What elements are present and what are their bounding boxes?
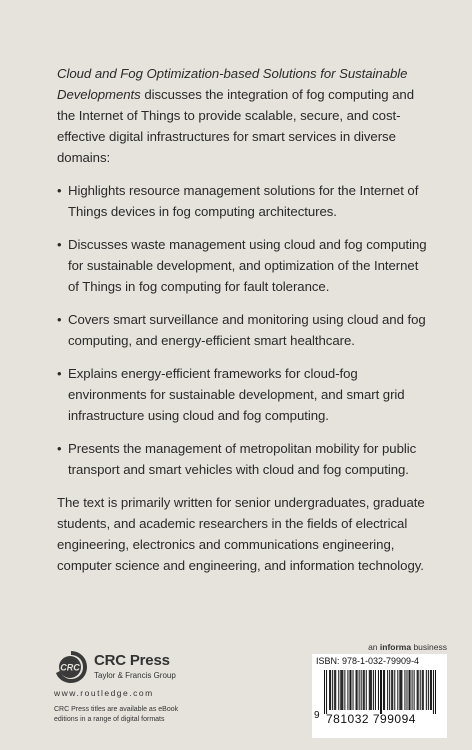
bullet-icon: • xyxy=(57,237,62,252)
barcode-bar xyxy=(381,670,382,714)
barcode-digit-left: 9 xyxy=(314,710,320,721)
list-item xyxy=(57,309,429,351)
list-item-text: Discusses waste management using cloud and fog computing for sustainable development, and optimization of the Internet of Things in fog computing for fault tolerance. xyxy=(68,237,427,294)
list-item xyxy=(57,363,429,426)
list-item-text: Presents the management of metropolitan mobility for public transport and smart vehicles with cloud and fog computing. xyxy=(68,441,417,477)
barcode-bar xyxy=(347,670,348,710)
barcode-bar xyxy=(375,670,376,710)
barcode-bar xyxy=(387,670,388,710)
barcode-bar xyxy=(409,670,410,710)
list-item-text: Covers smart surveillance and monitoring using cloud and fog computing, and energy-efficient smart healthcare. xyxy=(68,312,426,348)
barcode-bar xyxy=(397,670,398,710)
isbn-number: ISBN: 978-1-032-79909-4 xyxy=(316,656,420,666)
barcode-bar xyxy=(394,670,395,710)
barcode-bar xyxy=(420,670,421,710)
barcode-bar xyxy=(334,670,335,710)
barcode-bar xyxy=(324,670,325,714)
barcode-bar xyxy=(329,670,330,710)
barcode-bar xyxy=(341,670,342,710)
back-cover-text xyxy=(57,63,429,576)
barcode-bar xyxy=(359,670,360,710)
barcode-bar xyxy=(391,670,392,710)
barcode-bar xyxy=(373,670,374,710)
barcode-bar xyxy=(330,670,331,710)
audience-paragraph: The text is primarily written for senior undergraduates, graduate students, and academic researchers in the fields of electrical engineering, electronics and communications engineering, computer science and engineering, and information technology. xyxy=(57,495,425,573)
barcode-bar xyxy=(389,670,390,710)
informa-prefix: an xyxy=(368,642,380,652)
list-item-text: Explains energy-efficient frameworks for cloud-fog environments for sustainable development, and smart grid infrastructure using cloud and fog computing. xyxy=(68,366,405,423)
intro-paragraph xyxy=(57,63,429,168)
website-link: www.routledge.com xyxy=(54,688,154,698)
barcode-bar xyxy=(332,670,333,710)
barcode-icon xyxy=(324,670,436,714)
informa-tagline xyxy=(368,642,447,652)
barcode-bar xyxy=(433,670,434,714)
barcode-bar xyxy=(344,670,345,710)
barcode-bar xyxy=(371,670,372,710)
barcode-bar xyxy=(414,670,415,710)
barcode-bar xyxy=(435,670,436,714)
barcode-bar xyxy=(326,670,327,714)
barcode-bar xyxy=(366,670,367,710)
barcode-bar xyxy=(426,670,427,710)
barcode-bar xyxy=(422,670,423,710)
barcode-bar xyxy=(392,670,393,710)
barcode-bar xyxy=(350,670,351,710)
barcode-block xyxy=(312,642,447,738)
barcode-bar xyxy=(384,670,385,710)
barcode-bar xyxy=(349,670,350,710)
barcode-bar xyxy=(428,670,429,710)
barcode-bar xyxy=(369,670,370,710)
barcode-bar xyxy=(380,670,381,714)
barcode-bar xyxy=(406,670,407,710)
bullet-icon: • xyxy=(57,441,62,456)
barcode-bar xyxy=(370,670,371,710)
barcode-bar xyxy=(404,670,405,710)
barcode-digits: 781032 799094 xyxy=(326,712,416,726)
barcode-bar xyxy=(430,670,431,710)
barcode-bar xyxy=(361,670,362,710)
crc-press-logo-icon xyxy=(54,650,88,684)
barcode-bar xyxy=(418,670,419,710)
bullet-icon: • xyxy=(57,312,62,327)
barcode-bar xyxy=(431,670,432,710)
barcode-label xyxy=(312,654,447,738)
barcode-bar xyxy=(340,670,341,710)
barcode-bar xyxy=(400,670,401,710)
barcode-bar xyxy=(342,670,343,710)
barcode-bar xyxy=(378,670,379,710)
bullet-icon: • xyxy=(57,366,62,381)
barcode-bar xyxy=(412,670,413,710)
bullet-icon: • xyxy=(57,183,62,198)
informa-suffix: business xyxy=(411,642,447,652)
barcode-bar xyxy=(383,670,384,710)
logo-text: CRC xyxy=(60,662,80,673)
barcode-bar xyxy=(363,670,364,710)
barcode-bar xyxy=(417,670,418,710)
barcode-bar xyxy=(338,670,339,710)
publisher-block xyxy=(54,650,224,735)
barcode-bar xyxy=(356,670,357,710)
barcode-bar xyxy=(353,670,354,710)
feature-list xyxy=(57,180,429,480)
barcode-bar xyxy=(364,670,365,710)
barcode-bar xyxy=(357,670,358,710)
ebook-note: CRC Press titles are available as eBook editions in a range of digital formats xyxy=(54,706,179,723)
barcode-bar xyxy=(401,670,402,710)
barcode-bar xyxy=(335,670,336,710)
publisher-name: CRC Press xyxy=(94,652,170,669)
list-item xyxy=(57,438,429,480)
barcode-bar xyxy=(410,670,411,710)
barcode-bar xyxy=(399,670,400,710)
informa-brand: informa xyxy=(379,642,412,652)
book-title: Cloud and Fog Optimization-based Solutions for Sustainable Developments xyxy=(57,66,408,102)
list-item xyxy=(57,234,429,297)
publisher-group: Taylor & Francis Group xyxy=(94,671,176,680)
list-item-text: Highlights resource management solutions for the Internet of Things devices in fog computing architectures. xyxy=(68,183,419,219)
intro-text: discusses the integration of fog computing and the Internet of Things to provide scalable, secure, and cost-effective digital infrastructures for smart services in diverse domains: xyxy=(57,87,414,165)
list-item xyxy=(57,180,429,222)
barcode-bar xyxy=(423,670,424,710)
